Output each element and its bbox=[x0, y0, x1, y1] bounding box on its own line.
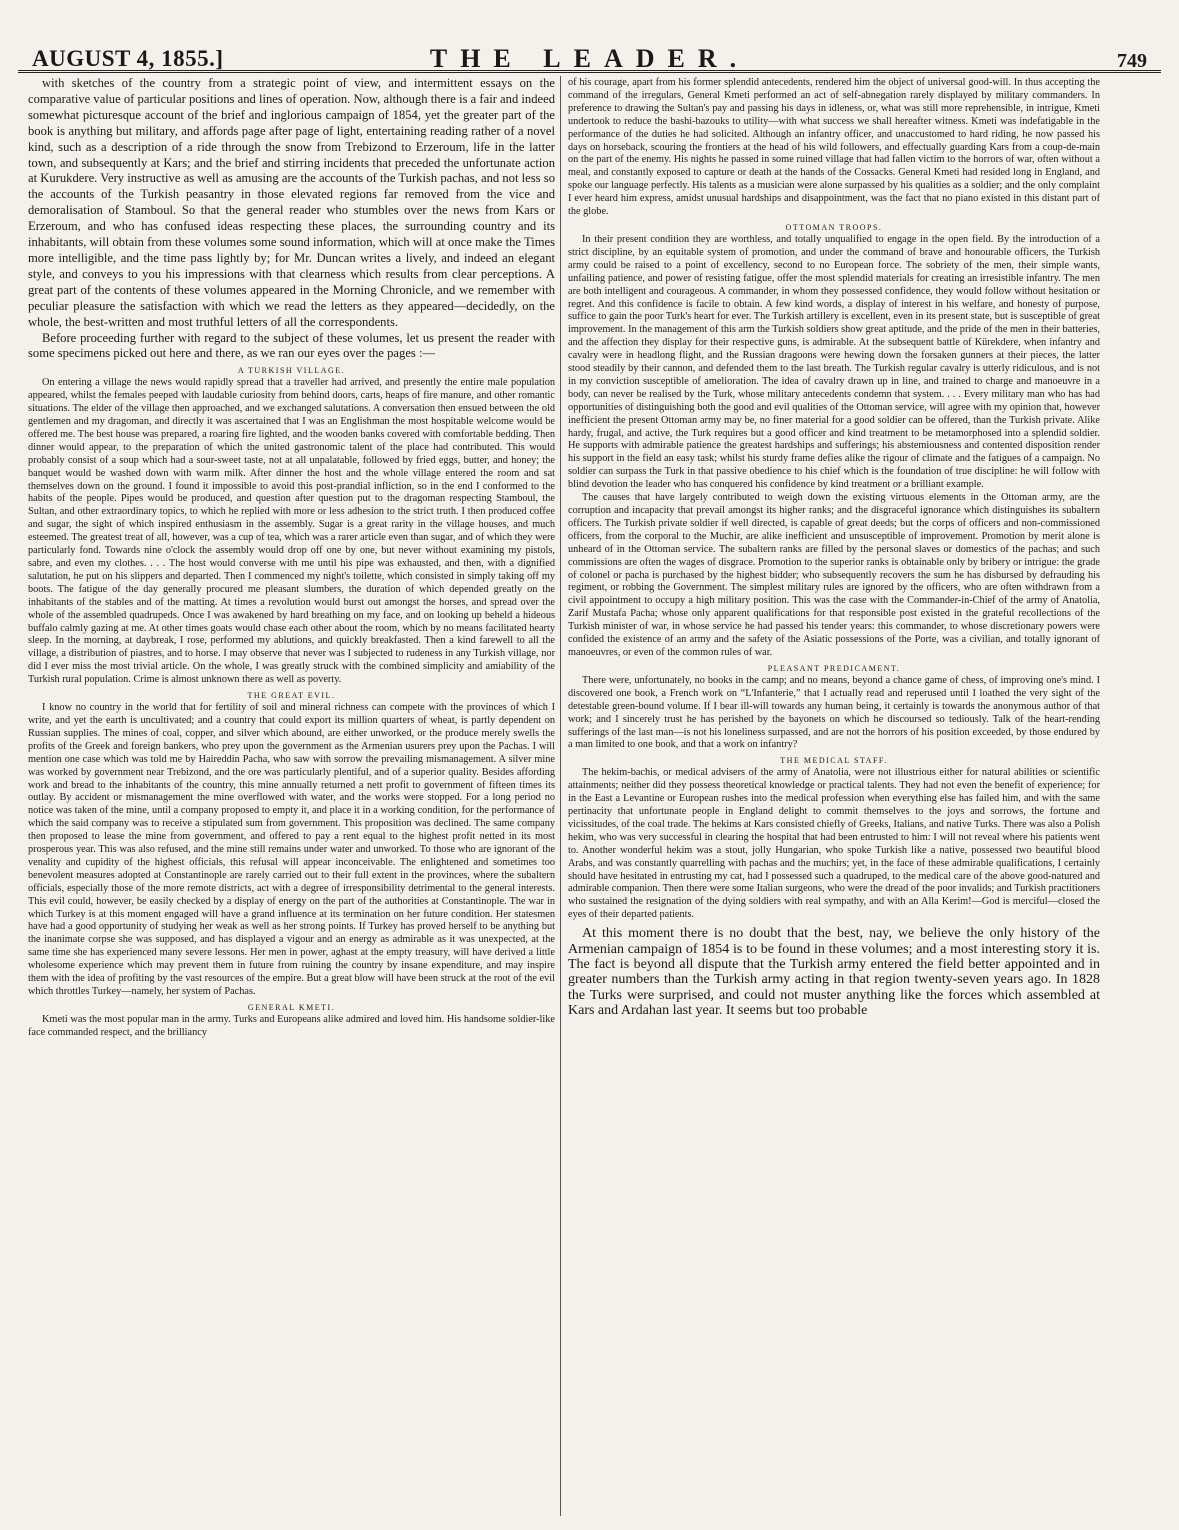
masthead bbox=[18, 28, 1161, 73]
intro-paragraph: Before proceeding further with regard to the subject of these volumes, let us present the reader with some specimens picked out here and there, as we ran our eyes over the pages :— bbox=[28, 330, 555, 361]
column-divider bbox=[560, 76, 561, 1516]
section-heading: THE GREAT EVIL. bbox=[247, 691, 336, 701]
section-pleasant-predicament bbox=[568, 664, 1100, 752]
section-heading: PLEASANT PREDICAMENT. bbox=[767, 663, 901, 673]
closing-text bbox=[568, 926, 1100, 1018]
section-paragraph: The causes that have largely contributed to weigh down the existing virtuous elements in the Ottoman army, are the corruption and incapacity that prevail amongst its higher ranks; and the disgraceful ignorance which distinguishes its subaltern officers. The Turkish private soldier if well directed, is capable of great deeds; but the corps of officers and non-commissioned officers, from the corporal to the Muchir, are alike inefficient and unsusceptible of improvement. Promotion by merit alone is unheard of in the Ottoman service. The subaltern ranks are filled by the personal slaves or domestics of the pachas; and such commissions are often the wages of disgrace. Promotion to the superior ranks is obtainable only by bribery or intrigue: the grade of colonel or pacha is purchased by the highest bidder; who subsequently recovers the sum he has disbursed by defrauding his regiment, or robbing the Government. The simplest military rules are ignored by the officers, who are often withdrawn from a civil appointment to occupy a high military position. This was the case with the Commander-in-Chief of the army of Anatolia, Zarif Mustafa Pacha; whose only apparent qualifications for that responsible post existed in the grateful recollections of the Turkish minister of war, in whose service he had passed his tender years: this commander, to whose discretionary powers were confided the existence of an army and the safety of the Asiatic possessions of the Porte, was a civilian, and totally ignorant of manoeuvres, or even of the common rules of war. bbox=[568, 492, 1100, 658]
section-paragraph: On entering a village the news would rapidly spread that a traveller had arrived, and presently the entire male population appeared, whilst the females peeped with laudable curiosity from behind doors, carts, heaps of fire manure, and other romantic situations. The elder of the village then approached, and we exchanged salutations. A conversation then ensued between the old gentlemen and my dragoman, and directly it was ascertained that I was an Englishman the most hospitable welcome would be offered me. The best house was prepared, a roaring fire lighted, and the wooden banks covered with comfortable bedding. Then dinner would appear, to the preparation of which the united gastronomic talent of the place had contributed. This would probably consist of a soup which had a sour-sweet taste, not at all unpalatable, followed by fried eggs, butter, and honey; the banquet would be washed down with warm milk. After dinner the host and the whole village entered the room and sat themselves down on the ground. I found it impossible to avoid this post-prandial infliction, so in the end I conformed to the habits of the people. Pipes would be produced, and question after question put to the dragoman respecting Stamboul, the Sultan, and other extraordinary topics, to which he replied with more or less adhesion to the strict truth. I then produced coffee and sugar, the sight of which inspired enthusiasm in the assembly. Sugar is a great rarity in the village houses, and much esteemed. The greatest treat of all, however, was a cup of tea, which was a rarer article even than sugar, and of which they were particularly fond. Towards nine o'clock the assembly would drop off one by one, but never without examining my pistols, sabre, and even my clothes. . . . The host would converse with me until his pipe was exhausted, and then, with a dignified salutation, he put on his slippers and departed. Then I commenced my night's toilette, which consisted in simply taking off my boots. The fatigue of the day generally procured me pleasant slumbers, the duration of which depended greatly on the inhabitants of the stables and of the matting. At times a revolution would burst out amongst the horses, and spread over the whole of the assembled quadrupeds. Once I was awakened by hard breathing on my face, and on looking up beheld a hideous buffalo calmly gazing at me. At other times goats would chase each other about the room, which by no means facilitated hearty sleep. In the morning, at daybreak, I rose, performed my ablutions, and quickly breakfasted. Then a kind farewell to all the village, a distribution of piastres, and to horse. I may observe that never was I subjected to rudeness in any Turkish village, nor did I ever miss the most trivial article. On the whole, I was greatly struck with the combined simplicity and amiability of the Turkish rural population. Crime is almost unknown there as well as poverty. bbox=[28, 377, 555, 686]
right-column bbox=[568, 76, 1100, 1521]
page-number: 749 bbox=[1117, 50, 1147, 72]
section-heading: A TURKISH VILLAGE. bbox=[237, 366, 346, 376]
left-column bbox=[28, 76, 555, 1521]
section-turkish-village bbox=[28, 366, 555, 687]
issue-date: AUGUST 4, 1855.] bbox=[32, 46, 224, 71]
section-paragraph: The hekim-bachis, or medical advisers of the army of Anatolia, were not illustrious either for natural abilities or scientific attainments; neither did they possess theoretical knowledge or practical talents. They had not even the benefit of experience; for in the East a Levantine or European rushes into the medical profession when everything else has failed him, and with the same pertinacity that unfortunate people in England delight to commit themselves to the joys and sorrows, the fortune and vicissitudes, of the coal trade. The hekims at Kars consisted chiefly of Greeks, Italians, and native Turks. There was also a Polish hekim, who was very successful in clearing the hospital that had been entrusted to him: I will not reveal where his patients went to. Another wonderful hekim was a stout, jolly Hungarian, who spoke Turkish like a native, possessed two beautiful blood Arabs, and was constantly quarrelling with pachas and the muchirs; yet, in the face of these admirable qualifications, I certainly should have hesitated in entrusting my cat, had I possessed such a quadruped, to the medical care of the above good-natured and admirable companion. Then there were some Italian surgeons, who were the dread of the poor invalids; and Turkish practitioners who sustained the resignation of the dying soldiers with real sympathy, and with an Alla Kerim!—God is merciful—closed the eyes of their departed patients. bbox=[568, 767, 1100, 921]
section-paragraph: I know no country in the world that for fertility of soil and mineral richness can compete with the provinces of which I write, and yet the earth is uncultivated; and a country that could export its million quarters of wheat, is partly dependent on Russian supplies. The mines of coal, copper, and silver which abound, are either unworked, or the produce merely swells the profits of the Greek and foreign bankers, who prey upon the government as the Armenian usurers prey upon the Pachas. I will mention one case which was told me by Haireddin Pacha, who saw with sorrow the prevailing mismanagement. A silver mine was worked by government near Trebizond, and the ore was particularly plentiful, and of a superior quality. Besides affording work and bread to the inhabitants of the country, this mine annually returned a nett profit to government of fifteen times its outlay. By accident or mismanagement the mine overflowed with water, and the works were stopped. For a long period no notice was taken of the mine, until a company proposed to empty it, and place it in a working condition, for the performance of which the said company was to receive a stipulated sum from government. This proposition was declined. The same company then proposed to lease the mine from government, and offered to pay a rent equal to the highest profit netted in its most prosperous year. This was also refused, and the mine still remains under water and unworked. To those who are ignorant of the venality and cupidity of the highest officials, this refusal will appear inconceivable. The enlightened and sometimes too benevolent measures adopted at Constantinople are rarely carried out to their full extent in the provinces, where the subaltern officials, especially those of the more remote districts, act with a degree of irresponsibility detrimental to the general interests. This evil could, however, be easily checked by a display of energy on the part of the authorities at Constantinople. The war in which Turkey is at this moment engaged will have a grand influence at its termination on her future condition. Her statesmen have had a good opportunity of studying her weak as well as her strong points. If Turkey has proved herself to be anything but the inanimate corpse she was supposed, and has displayed a vigour and an energy as admirable as it was unexpected, at the same time she has experienced many severe lessons. Her men in power, aghast at the empty treasury, will have derived a little wholesome experience which may prevent them in future from ruining the country by insane expenditure, and may inspire them with the idea of profiting by the vast resources of the empire. But a great blow will have been struck at the root of the evil which throttles Turkey—namely, her system of Pachas. bbox=[28, 702, 555, 997]
section-paragraph: of his courage, apart from his former splendid antecedents, rendered him the object of universal good-will. In thus accepting the command of the irregulars, General Kmeti performed an act of self-abnegation rarely displayed by military commanders. In preference to drawing the Sultan's pay and passing his days in idleness, or, what was still more reprehensible, in intrigue, Kmeti undertook to reduce the bashi-bazouks to utility—with what success we shall hereafter witness. Kmeti was indefatigable in the performance of the duties he had solicited. Although an infantry officer, and unaccustomed to hard riding, he now passed his days on horseback, scouring the frontiers at the head of his wild followers, and effectually guarding Kars from a coup-de-main on the part of the enemy. His nights he passed in some ruined village that had fallen victim to the horrors of war, often without a meal, and constantly exposed to capture or death at the hands of the Cossacks. General Kmeti had resided long in England, and spoke our language perfectly. His talents as a musician were alone surpassed by his qualities as a soldier; and the only complaint I ever heard him express, amidst unusual hardships and disappointment, was the fact that no piano existed in this distant part of the globe. bbox=[568, 77, 1100, 218]
section-paragraph: Kmeti was the most popular man in the army. Turks and Europeans alike admired and loved him. His handsome soldier-like face commanded respect, and the brilliancy bbox=[28, 1013, 555, 1038]
intro-paragraph: with sketches of the country from a strategic point of view, and intermittent essays on the comparative value of particular positions and lines of operation. Now, although there is a fair and indeed somewhat picturesque account of the brief and inglorious campaign of 1854, yet the greater part of the book is anything but military, and affords page after page of light, entertaining reading rather of a novel kind, such as a description of a ride through the snow from Trebizond to Erzeroum, life in the latter town, and subsequently at Kars; and the brief and stirring incidents that preceded the unfortunate action at Kurukdere. Very instructive as well as amusing are the accounts of the Turkish pachas, and not less so the accounts of the Turkish peasantry in those elevated regions far removed from the vice and demoralisation of Stamboul. So that the general reader who stumbles over the news from Kars or Erzeroum, and who has confused ideas respecting these places, the surrounding country and its inhabitants, will obtain from these volumes some sound information, which will at once make the Times more intelligible, and the time pass lightly by; for Mr. Duncan writes a lively, and indeed an elegant style, and conveys to you his impressions with that clearness which results from clear perceptions. A great part of the contents of these volumes appeared in the Morning Chronicle, and we remember with peculiar pleasure the satisfaction with which we read the letters as they appeared—decidedly, on the whole, the best-written and most truthful letters of all the correspondents. bbox=[28, 76, 555, 329]
section-heading: THE MEDICAL STAFF. bbox=[780, 756, 888, 766]
newspaper-title: THE LEADER. bbox=[429, 44, 750, 73]
closing-paragraph: At this moment there is no doubt that the best, nay, we believe the only history of the Armenian campaign of 1854 is to be found in these volumes; and a most interesting story it is. The fact is beyond all dispute that the Turkish army entered the field better appointed and in greater numbers than the Turkish army acting in that region twenty-seven years ago. In 1828 the Turks were surprised, and could not muster anything like the forces which assembled at Kars and Ardahan last year. It seems but too probable bbox=[568, 926, 1100, 1019]
section-heading: OTTOMAN TROOPS. bbox=[785, 222, 883, 232]
section-paragraph: In their present condition they are worthless, and totally unqualified to engage in the open field. By the introduction of a strict discipline, by an equitable system of promotion, and under the command of brave and honourable officers, the Turkish army could be raised to a point of excellency, second to no European force. The sobriety of the men, their simple wants, unfailing patience, and power of resisting fatigue, offer the most splendid materials for creating an irresistible infantry. The men are both intelligent and courageous. A commander, in whom they possessed confidence, they would follow without hesitation or regret. And this confidence is facile to obtain. A few kind words, a display of interest in his welfare, and honesty of purpose, suffice to gain the poor Turk's heart for ever. The Turkish artillery is excellent, even in its present state, but is susceptible of great improvement. In the management of this arm the Turkish soldiers show great aptitude, and the pride of the men in their batteries, and the affection they display for their respective guns, is admirable. At the subsequent battle of Kürekdere, when infantry and cavalry were in headlong flight, and the Russian dragoons were hewing down the forsaken gunners at their pieces, the latter stood steadily by their cannon, and defended them to the last breath. The Turkish regular cavalry is utterly ridiculous, and is not in my conviction susceptible of amelioration. The idea of cavalry drawn up in line, and trained to charge and manoeuvre in a body, can never be realised by the Turk, whose military antecedents condemn that system. . . . Every military man who has had opportunities of distinguishing both the good and evil qualities of the Ottoman service, will agree with my opinion that, however inefficient the present Ottoman army may be, no finer material for a good soldier can be offered, than the Turkish private. Alike hardy, frugal, and active, the Turk requires but a good officer and kind treatment to be metamorphosed into a splendid soldier. He supports with admirable patience the greatest hardships and sufferings; his abstemiousness and contented disposition render his support in the field an easy task; whilst his sturdy frame defies alike the rigour of climate and the fatigues of a campaign. No soldier can surpass the Turk in that passive obedience to his chief which is the foundation of true discipline: he will follow with blind devotion the leader who has conquered his confidence by kind treatment or a brilliant example. bbox=[568, 233, 1100, 491]
section-heading: GENERAL KMETI. bbox=[247, 1002, 336, 1012]
section-medical-staff bbox=[568, 756, 1100, 922]
section-general-kmeti bbox=[28, 1003, 555, 1040]
section-kmeti-continued bbox=[568, 77, 1100, 219]
intro-text bbox=[28, 76, 555, 362]
section-great-evil bbox=[28, 691, 555, 999]
section-paragraph: There were, unfortunately, no books in the camp; and no means, beyond a chance game of chess, of improving one's mind. I discovered one book, a French work on “L'Infanterie,” that I actually read and reperused until I loathed the very sight of the detestable green-bound volume. If I bear ill-will towards any human being, it certainly is towards the anonymous author of that work; and I sincerely trust he has perished by the bayonets on which he discoursed so tediously. Talk of the heart-rending sufferings of the last man—is not his loneliness surpassed, and are not the horrors of his position exceeded, by those endured by a man limited to one book, and that a work on infantry? bbox=[568, 674, 1100, 751]
section-ottoman-troops bbox=[568, 223, 1100, 660]
